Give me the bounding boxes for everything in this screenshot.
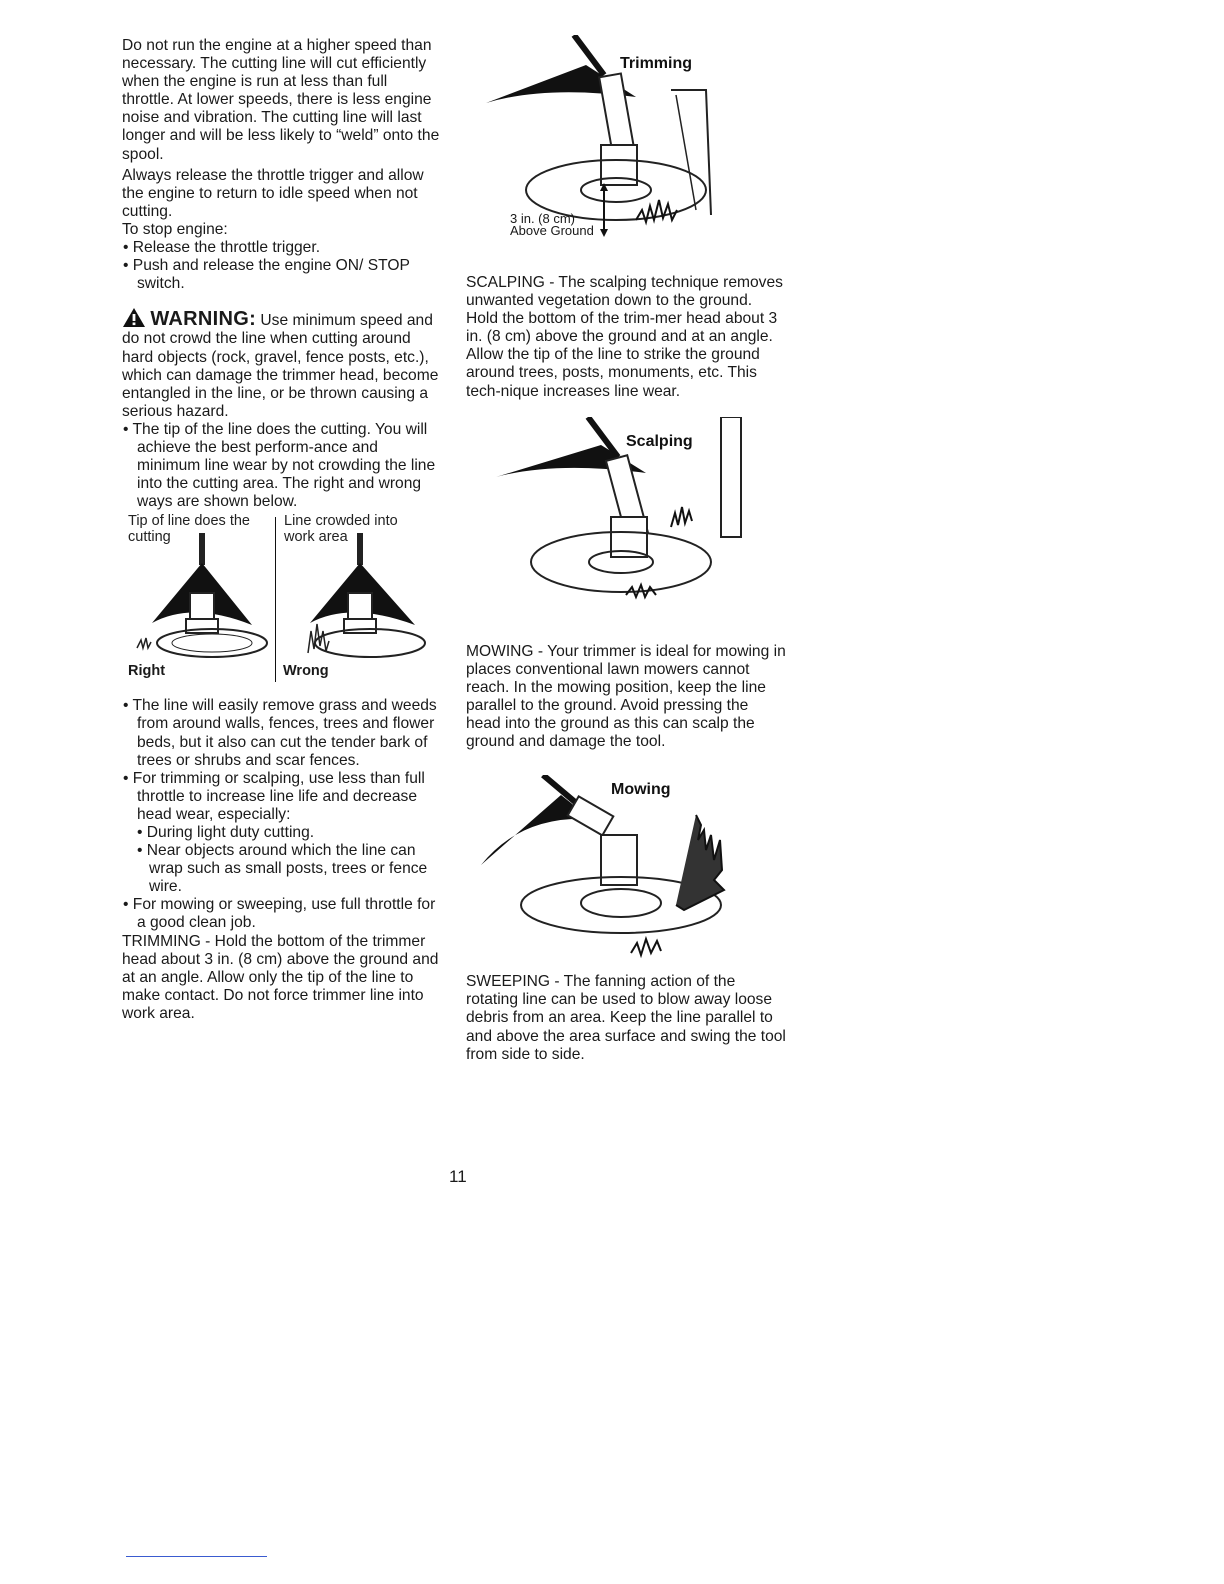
stop-step-1: • Release the throttle trigger. bbox=[123, 239, 321, 257]
warning-title: WARNING: bbox=[150, 308, 257, 331]
footer-rule bbox=[126, 1556, 267, 1557]
left-column bbox=[122, 37, 442, 1023]
warning-block bbox=[122, 307, 442, 421]
paragraph-release-throttle: Always release the throttle trigger and allow the engine to return to idle speed when not cutting. bbox=[122, 166, 424, 220]
mowing-illustration bbox=[481, 775, 761, 965]
stop-step-2: • Push and release the engine ON/ STOP switch. bbox=[123, 257, 410, 293]
paragraph-scalping: SCALPING - The scalping technique removes unwanted vegetation down to the ground. Hold the bottom of the trim-mer head about 3 in. (8 cm) above the ground and at an angle. Allow the tip of the line to strike the ground around trees, posts, monuments, etc. This tech-nique increases line wear. bbox=[466, 274, 783, 400]
paragraph-stop-engine: To stop engine: bbox=[122, 220, 228, 238]
right-way-illustration bbox=[132, 533, 272, 658]
right-wrong-figure bbox=[122, 513, 442, 689]
wrong-way-illustration bbox=[290, 533, 430, 658]
caption-line-crowded: Line crowded into work area bbox=[284, 513, 398, 546]
bullet-full-throttle: • For mowing or sweeping, use full throttle for a good clean job. bbox=[123, 896, 436, 932]
bullet-remove-grass: • The line will easily remove grass and weeds from around walls, fences, trees and flower beds, but it also can cut the tender bark of trees or shrubs and scar fences. bbox=[123, 697, 437, 769]
paragraph-trimming: TRIMMING - Hold the bottom of the trimmer head about 3 in. (8 cm) above the ground and at an angle. Allow only the tip of the line to make contact. Do not force trimmer line into work area. bbox=[122, 932, 439, 1022]
bullet-less-throttle: • For trimming or scalping, use less than full throttle to increase line life and decrease head wear, especially: bbox=[123, 769, 425, 823]
page-number: 11 bbox=[449, 1167, 467, 1186]
trimming-height-label: Above Ground bbox=[510, 223, 594, 238]
right-column bbox=[466, 35, 786, 1064]
scalping-figure bbox=[466, 417, 786, 643]
warning-text: Use minimum speed and do not crowd the line when cutting around hard objects (rock, gravel, fence posts, etc.), which can damage the trimmer head, become entangled in the line, or be thrown causing a serious hazard. bbox=[122, 312, 439, 420]
figure-divider bbox=[275, 517, 276, 682]
trimming-height-value: 3 in. (8 cm) bbox=[510, 211, 576, 226]
scalping-figure-title: Scalping bbox=[626, 432, 693, 450]
paragraph-sweeping: SWEEPING - The fanning action of the rotating line can be used to blow away loose debris from an area. Keep the line parallel to and above the area surface and swing the tool from side to side. bbox=[466, 973, 786, 1063]
sub-bullet-near-objects: • Near objects around which the line can wrap such as small posts, trees or fence wire. bbox=[137, 842, 428, 896]
caption-tip-of-line: Tip of line does the cutting bbox=[128, 513, 250, 546]
paragraph-mowing: MOWING - Your trimmer is ideal for mowing in places conventional lawn mowers cannot reach. In the mowing position, keep the line parallel to the ground. Avoid pressing the head into the ground as this can scalp the ground and damage the tool. bbox=[466, 642, 786, 751]
sub-bullet-light-duty: • During light duty cutting. bbox=[137, 824, 315, 841]
mowing-figure-title: Mowing bbox=[611, 781, 671, 799]
label-wrong: Wrong bbox=[283, 663, 329, 680]
label-right: Right bbox=[128, 663, 166, 680]
bullet-line-tip: • The tip of the line does the cutting. You will achieve the best perform-ance and minimum line wear by not crowding the line into the cutting area. The right and wrong ways are shown below. bbox=[123, 420, 436, 511]
trimming-figure bbox=[466, 35, 786, 247]
trimming-height-note bbox=[510, 213, 594, 237]
trimming-figure-title: Trimming bbox=[620, 55, 693, 72]
mowing-figure bbox=[466, 775, 786, 971]
warning-icon bbox=[122, 307, 146, 328]
paragraph-engine-speed: Do not run the engine at a higher speed than necessary. The cutting line will cut efficiently when the engine is run at less than full throttle. At lower speeds, there is less engine noise and vibration. The cutting line will last longer and will be less likely to “weld” onto the spool. bbox=[122, 37, 440, 163]
